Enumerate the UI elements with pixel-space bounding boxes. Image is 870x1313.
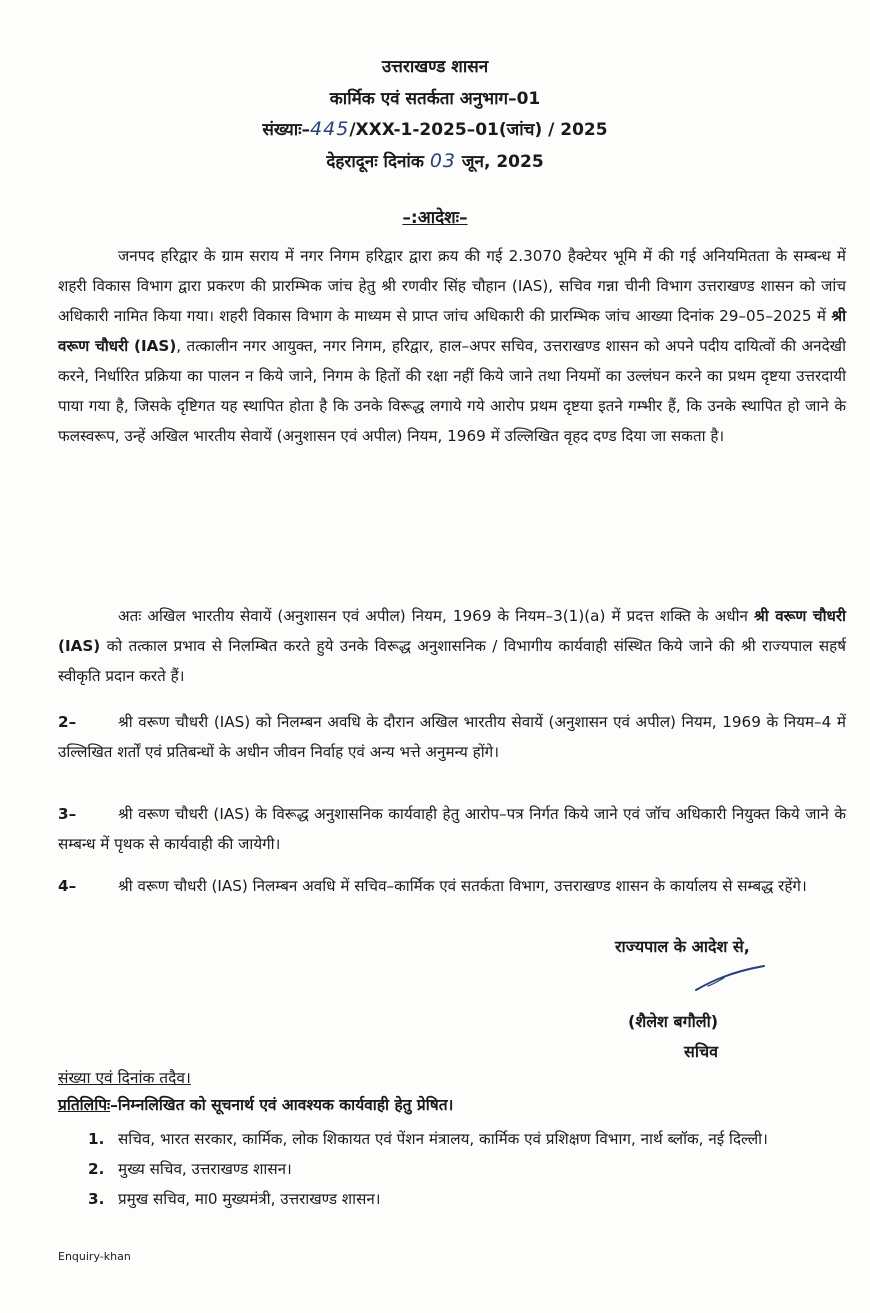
paragraph-1-part1: जनपद हरिद्वार के ग्राम सराय में नगर निगम हरिद्वार द्वारा क्रय की गई 2.3070 हैक्टेयर भूमि में की गई अनियमितता के सम्बन्ध में शहरी विकास विभाग द्वारा प्रकरण की प्रारम्भिक जांच हेतु श्री रणवीर सिंह चौहान (IAS), सचिव गन्ना चीनी विभाग उत्तराखण्ड शासन को जांच अधिकारी नामित किया गया। शहरी विकास विभाग के माध्यम से प्राप्त जांच अधिकारी की प्रारम्भिक जांच आख्या दिनांक 29–05–2025 में	[58, 247, 846, 325]
numbered-paragraph-2	[58, 707, 846, 767]
handwritten-signature	[690, 960, 770, 1000]
list-item	[88, 1184, 848, 1214]
copy-to-label: प्रतिलिपिः	[58, 1096, 111, 1114]
paragraph-1	[58, 241, 846, 451]
order-date-prefix: देहरादूनः दिनांक	[326, 152, 424, 172]
order-number-handwritten: 445	[310, 118, 350, 140]
list-item	[88, 1154, 848, 1184]
list-item-text: सचिव, भारत सरकार, कार्मिक, लोक शिकायत एवं पेंशन मंत्रालय, कार्मिक एवं प्रशिक्षण विभाग, नार्थ ब्लॉक, नई दिल्ली।	[118, 1130, 768, 1148]
paragraph-2-bold: श्री वरूण चौधरी (IAS)	[58, 607, 846, 655]
list-item-number: 3.	[88, 1190, 105, 1208]
signatory-name: (शैलेश बगौली)	[628, 1012, 719, 1031]
copy-to-text: –निम्नलिखित को सूचनार्थ एवं आवश्यक कार्यवाही हेतु प्रेषित।	[110, 1096, 454, 1114]
signature-authority: राज्यपाल के आदेश से,	[615, 937, 750, 956]
footer-note: Enquiry-khan	[58, 1250, 131, 1263]
list-item-text: प्रमुख सचिव, मा0 मुख्यमंत्री, उत्तराखण्ड शासन।	[118, 1190, 381, 1208]
list-item-number: 2.	[88, 1160, 105, 1178]
paragraph-text: श्री वरूण चौधरी (IAS) के विरूद्ध अनुशासनिक कार्यवाही हेतु आरोप–पत्र निर्गत किये जाने एवं जॉच अधिकारी नियुक्त किये जाने के सम्बन्ध में पृथक से कार्यवाही की जायेगी।	[58, 805, 846, 853]
paragraph-2-part1: अतः अखिल भारतीय सेवायें (अनुशासन एवं अपील) नियम, 1969 के नियम–3(1)(a) में प्रदत्त शक्ति के अधीन	[118, 607, 748, 625]
paragraph-number: 3–	[58, 805, 77, 823]
copy-to-line	[58, 1093, 453, 1115]
list-item-text: मुख्य सचिव, उत्तराखण्ड शासन।	[118, 1160, 292, 1178]
order-title: –:आदेशः–	[402, 208, 468, 228]
numbered-paragraph-3	[58, 799, 846, 859]
government-name: उत्तराखण्ड शासन	[381, 57, 489, 77]
order-number	[0, 118, 870, 141]
order-date-suffix: जून, 2025	[461, 152, 544, 172]
reference-line: संख्या एवं दिनांक तदैव।	[58, 1069, 191, 1087]
signatory-designation: सचिव	[684, 1042, 719, 1061]
order-number-prefix: संख्याः–	[262, 120, 311, 140]
list-item	[88, 1124, 848, 1154]
paragraph-text: श्री वरूण चौधरी (IAS) निलम्बन अवधि में सचिव–कार्मिक एवं सतर्कता विभाग, उत्तराखण्ड शासन के कार्यालय से सम्बद्ध रहेंगे।	[118, 877, 807, 895]
department-name: कार्मिक एवं सतर्कता अनुभाग–01	[329, 89, 541, 109]
order-number-suffix: /XXX-1-2025–01(जांच) / 2025	[349, 120, 608, 140]
copy-recipient-list	[88, 1124, 848, 1214]
paragraph-2	[58, 601, 846, 691]
paragraph-text: श्री वरूण चौधरी (IAS) को निलम्बन अवधि के दौरान अखिल भारतीय सेवायें (अनुशासन एवं अपील) नियम, 1969 के नियम–4 में उल्लिखित शर्तों एवं प्रतिबन्धों के अधीन जीवन निर्वाह एवं अन्य भत्ते अनुमन्य होंगे।	[58, 713, 846, 761]
paragraph-1-bold: श्री वरूण चौधरी (IAS)	[58, 307, 846, 355]
paragraph-1-part2: , तत्कालीन नगर आयुक्त, नगर निगम, हरिद्वार, हाल–अपर सचिव, उत्तराखण्ड शासन को अपने पदीय दायित्वों की अनदेखी करने, निर्धारित प्रक्रिया का पालन न किये जाने, निगम के हितों की रक्षा नहीं किये जाने तथा नियमों का उल्लंघन करने का प्रथम दृष्टया उत्तरदायी पाया गया है, जिसके दृष्टिगत यह स्थापित होता है कि उनके विरूद्ध लगाये गये आरोप प्रथम दृष्टया इतने गम्भीर हैं, कि उनके स्थापित हो जाने के फलस्वरूप, उन्हें अखिल भारतीय सेवायें (अनुशासन एवं अपील) नियम, 1969 में उल्लिखित वृहद दण्ड दिया जा सकता है।	[58, 337, 847, 445]
numbered-paragraph-4	[58, 871, 846, 901]
order-date	[0, 150, 870, 173]
paragraph-number: 4–	[58, 877, 77, 895]
list-item-number: 1.	[88, 1130, 105, 1148]
order-date-handwritten: 03	[429, 150, 456, 172]
paragraph-2-part2: को तत्काल प्रभाव से निलम्बित करते हुये उनके विरूद्ध अनुशासनिक / विभागीय कार्यवाही संस्थित किये जाने की श्री राज्यपाल सहर्ष स्वीकृति प्रदान करते हैं।	[58, 637, 847, 685]
paragraph-number: 2–	[58, 713, 77, 731]
